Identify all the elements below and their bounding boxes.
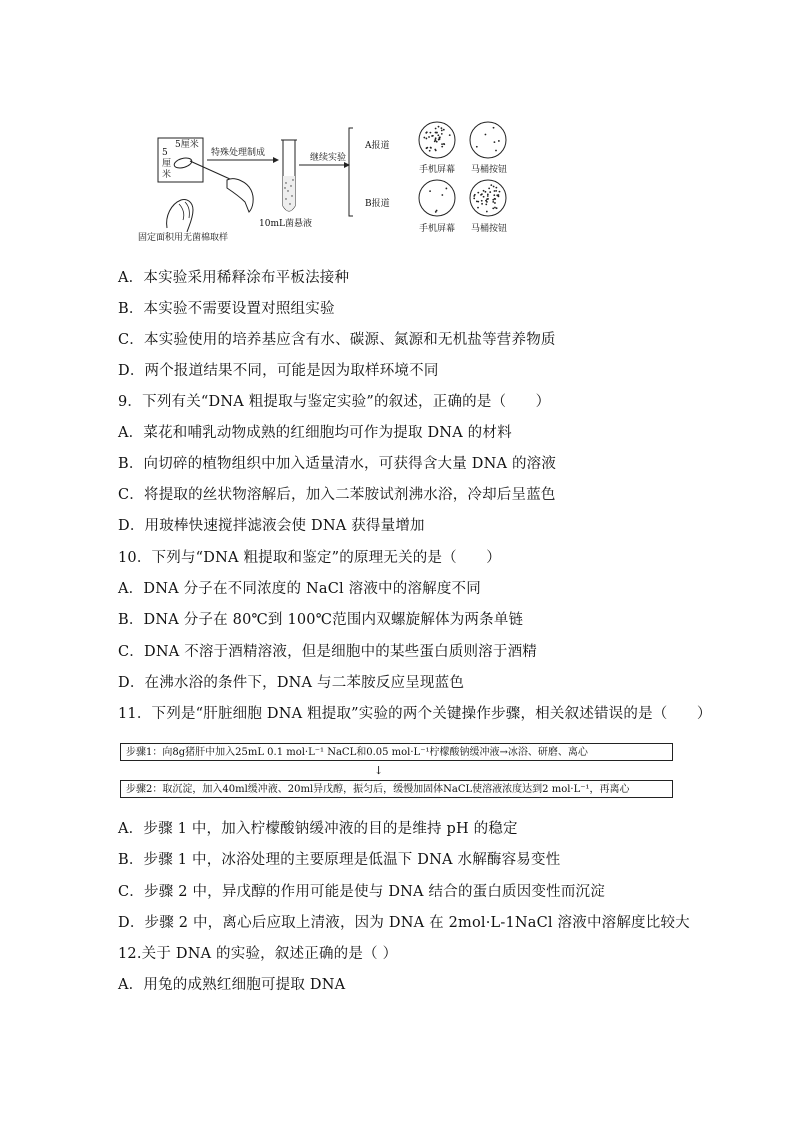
swab-label-side-1: 5 <box>162 148 168 158</box>
q8-option-c: C．本实验使用的培养基应含有水、碳源、氮源和无机盐等营养物质 <box>118 332 556 348</box>
colony-dot <box>498 195 500 197</box>
q10-option-c: C．DNA 不溶于酒精溶液，但是细胞中的某些蛋白质则溶于酒精 <box>118 644 537 660</box>
tube-label: 10mL菌悬液 <box>259 219 312 229</box>
experiment-figure <box>138 128 535 243</box>
colony-dot <box>449 134 451 136</box>
q8-option-a: A．本实验采用稀释涂布平板法接种 <box>118 270 350 286</box>
q11-option-a: A．步骤 1 中，加入柠檬酸钠缓冲液的目的是维持 pH 的稳定 <box>118 821 518 837</box>
colony-dot <box>493 194 495 196</box>
colony-dot <box>492 207 494 209</box>
colony-dot <box>428 136 430 138</box>
q12-option-a: A．用兔的成熟红细胞可提取 DNA <box>118 977 346 993</box>
colony-dot <box>476 146 478 148</box>
colony-dot <box>435 211 437 213</box>
toilet-label-a: 马桶按钮 <box>471 165 508 175</box>
q9-option-c: C．将提取的丝状物溶解后，加入二苯胺试剂沸水浴，冷却后呈蓝色 <box>118 487 556 503</box>
continue-label: 继续实验 <box>310 153 347 163</box>
colony-dot <box>445 188 447 190</box>
colony-dot <box>494 141 496 143</box>
colony-dot <box>477 201 479 203</box>
colony-dot <box>492 201 494 203</box>
colony-dot <box>492 199 494 201</box>
phone-label-a: 手机屏幕 <box>419 165 456 175</box>
swab-icon <box>173 156 193 169</box>
phone-label-b: 手机屏幕 <box>419 224 456 234</box>
colony-dot <box>495 190 497 192</box>
colony-dot <box>443 129 445 131</box>
colony-dot <box>430 147 432 149</box>
colony-dot <box>485 203 487 205</box>
process-label: 特殊处理制成 <box>211 148 266 158</box>
q10-option-a: A．DNA 分子在不同浓度的 NaCl 溶液中的溶解度不同 <box>118 581 481 597</box>
colony-dot <box>489 191 491 193</box>
colony-dot <box>494 190 496 192</box>
colony-dot <box>426 131 428 133</box>
colony-dot <box>499 191 501 193</box>
colony-dot <box>477 207 479 209</box>
q9-option-d: D．用玻棒快速搅拌滤液会使 DNA 获得量增加 <box>118 518 425 534</box>
colony-dot <box>434 141 436 143</box>
colony-dot <box>487 193 489 195</box>
sampler-label: 固定面积用无菌棉取样 <box>138 233 229 243</box>
q11-stem: 11．下列是“肝脏细胞 DNA 粗提取”实验的两个关键操作步骤，相关叙述错误的是（ ） <box>118 706 712 722</box>
colony-dot <box>429 132 431 134</box>
q11-step1-box: 步骤1：向8g猪肝中加入25mL 0.1 mol·L⁻¹ NaCL和0.05 mol·L⁻¹柠檬酸钠缓冲液→冰浴、研磨、离心 <box>120 743 673 761</box>
colony-dot <box>494 207 496 209</box>
toilet-label-b: 马桶按钮 <box>471 224 508 234</box>
colony-dot <box>441 133 443 135</box>
colony-dot <box>435 150 437 152</box>
colony-dot <box>477 192 479 194</box>
q8-option-d: D．两个报道结果不同，可能是因为取样环境不同 <box>118 363 439 379</box>
q11-option-d: D．步骤 2 中，离心后应取上清液，因为 DNA 在 2mol·L-1NaCl 溶液中溶解度比较大 <box>118 915 690 931</box>
q10-option-d: D．在沸水浴的条件下，DNA 与二苯胺反应呈现蓝色 <box>118 675 465 691</box>
swab-label-side-3: 米 <box>162 170 172 180</box>
colony-dot <box>437 134 439 136</box>
q12-stem: 12.关于 DNA 的实验，叙述正确的是（ ） <box>118 946 398 962</box>
colony-dot <box>429 190 431 192</box>
colony-dot <box>490 184 492 186</box>
q8-option-b: B．本实验不需要设置对照组实验 <box>118 301 335 317</box>
colony-dot <box>423 137 425 139</box>
colony-dot <box>485 200 487 202</box>
colony-dot <box>441 130 443 132</box>
colony-dot <box>441 146 443 148</box>
colony-dot <box>473 195 475 197</box>
colony-dot <box>486 198 488 200</box>
colony-dot <box>481 200 483 202</box>
colony-dot <box>473 197 475 199</box>
colony-dot <box>493 186 495 188</box>
colony-dot <box>443 143 445 145</box>
plate-a-toilet <box>470 122 506 158</box>
q10-option-b: B．DNA 分子在 80℃到 100℃范围内双螺旋解体为两条单链 <box>118 612 524 628</box>
colony-dot <box>485 191 487 193</box>
q11-option-c: C．步骤 2 中，异戊醇的作用可能是使与 DNA 结合的蛋白质因变性而沉淀 <box>118 884 605 900</box>
q9-option-b: B．向切碎的植物组织中加入适量清水，可获得含大量 DNA 的溶液 <box>118 456 557 472</box>
q11-down-arrow: ↓ <box>374 764 384 777</box>
result-bracket <box>349 128 353 216</box>
colony-dot <box>493 127 495 129</box>
colony-dot <box>435 137 437 139</box>
q11-option-b: B．步骤 1 中，冰浴处理的主要原理是低温下 DNA 水解酶容易变性 <box>118 852 561 868</box>
q9-stem: 9．下列有关“DNA 粗提取与鉴定实验”的叙述，正确的是（ ） <box>118 394 551 410</box>
swab-label-side-2: 厘 <box>162 159 172 169</box>
colony-dot <box>441 127 443 129</box>
q11-step2-box: 步骤2：取沉淀，加入40ml缓冲液、20ml异戊醇，振匀后，缓慢加固体NaCL使溶液浓度达到2 mol·L⁻¹，再离心 <box>120 780 673 798</box>
colony-dot <box>485 134 487 136</box>
colony-dot <box>441 194 443 196</box>
colony-dot <box>434 139 436 141</box>
colony-dot <box>425 138 427 140</box>
colony-dot <box>498 140 500 142</box>
colony-dot <box>495 150 497 152</box>
colony-dot <box>481 203 483 205</box>
q9-option-a: A．菜花和哺乳动物成熟的红细胞均可作为提取 DNA 的材料 <box>118 425 512 441</box>
colony-dot <box>441 143 443 145</box>
report-a-label: A报道 <box>365 141 390 151</box>
plate-a-phone <box>419 122 455 158</box>
colony-dot <box>429 150 431 152</box>
colony-dot <box>483 190 485 192</box>
colony-dot <box>435 128 437 130</box>
colony-dot <box>436 141 438 143</box>
colony-dot <box>439 138 441 140</box>
colony-dot <box>480 194 482 196</box>
colony-dot <box>494 202 496 204</box>
colony-dot <box>486 211 488 213</box>
colony-dot <box>495 187 497 189</box>
colony-dot <box>431 135 433 137</box>
colony-dot <box>494 198 496 200</box>
hand-icon <box>227 179 253 212</box>
swab-label-top: 5厘米 <box>175 140 199 150</box>
colony-dot <box>435 132 437 134</box>
colony-dot <box>438 126 440 128</box>
colony-dot <box>488 187 490 189</box>
colony-dot <box>496 207 498 209</box>
colony-dot <box>426 147 428 149</box>
q10-stem: 10．下列与“DNA 粗提取和鉴定”的原理无关的是（ ） <box>118 550 501 566</box>
report-b-label: B报道 <box>365 199 390 209</box>
colony-dot <box>483 196 485 198</box>
colony-dot <box>487 195 489 197</box>
